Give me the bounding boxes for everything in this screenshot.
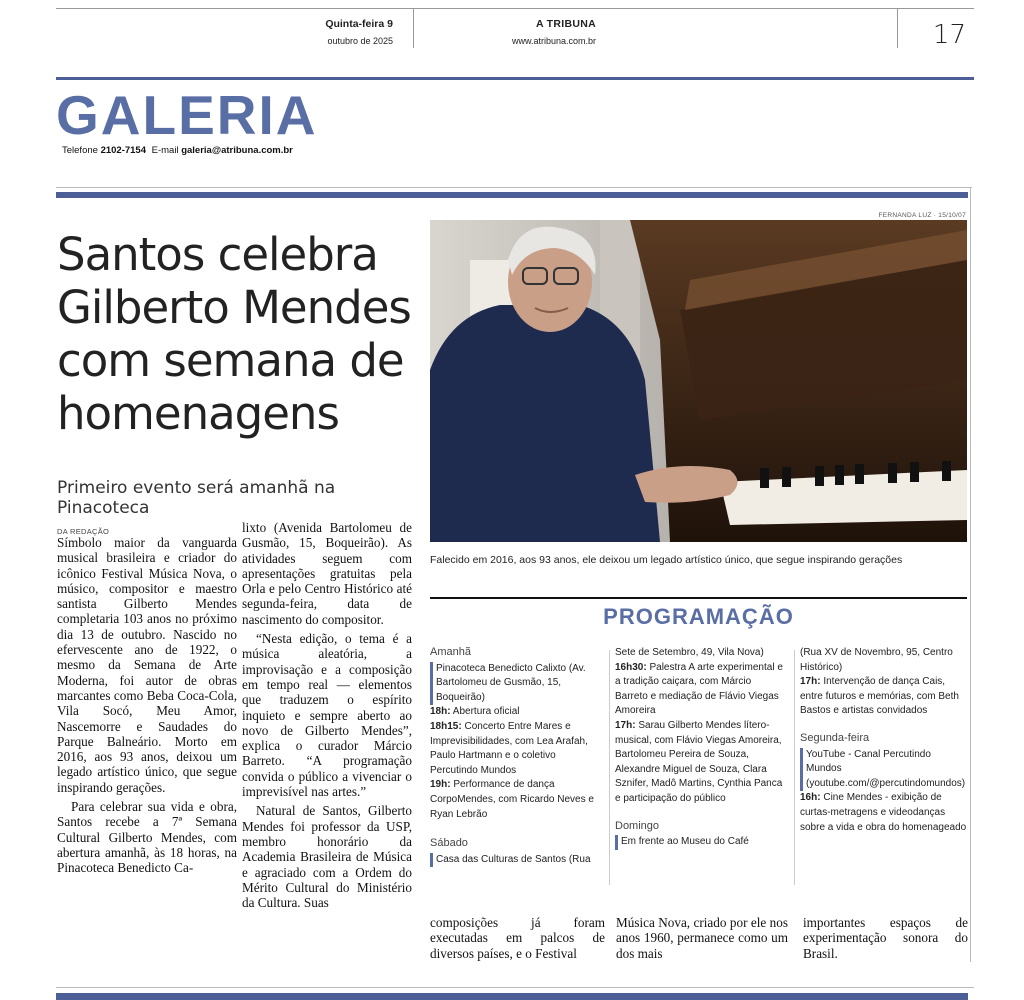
event-text: Palestra A arte experimental e a tradição caiçara, com Márcio Barreto e mediação de Flávio Viegas Amoreira — [615, 661, 783, 717]
photo-credit: FERNANDA LUZ · 15/10/07 — [878, 212, 966, 219]
event-item — [800, 791, 968, 835]
event-item — [430, 720, 602, 778]
event-location: Pinacoteca Benedicto Calixto (Av. Bartolomeu de Gusmão, 15, Boqueirão) — [430, 662, 602, 706]
event-time: 19h: — [430, 779, 451, 791]
event-location: Casa das Culturas de Santos (Rua — [430, 853, 602, 868]
article-photo — [430, 220, 967, 542]
day-heading: Sábado — [430, 837, 468, 850]
section-rule — [56, 77, 974, 80]
event-time: 16h30: — [615, 661, 647, 673]
article-continuation: Música Nova, criado por ele nos anos 1960, permanece como um dos mais — [616, 915, 788, 961]
programacao-rule — [430, 597, 967, 599]
day-heading: Amanhã — [430, 646, 471, 658]
event-time: 17h: — [800, 676, 821, 688]
newspaper-website[interactable]: www.atribuna.com.br — [511, 36, 596, 46]
programacao-column-1 — [430, 645, 602, 867]
email-address[interactable]: galeria@atribuna.com.br — [181, 145, 293, 156]
section-contact — [62, 145, 293, 156]
article-column-1 — [57, 535, 237, 880]
photo-illustration — [430, 220, 967, 542]
event-time: 18h: — [430, 706, 451, 718]
article-byline: DA REDAÇÃO — [57, 527, 110, 536]
page-number: 17 — [932, 20, 966, 50]
article-top-bar — [56, 192, 968, 198]
event-item — [615, 661, 785, 719]
photo-caption: Falecido em 2016, aos 93 anos, ele deixou um legado artístico único, que segue inspirando gerações — [430, 554, 903, 566]
bottom-bar — [56, 993, 968, 1000]
event-time: 18h15: — [430, 720, 462, 732]
article-continuation: composições já foram executadas em palcos de diversos países, e o Festival — [430, 915, 605, 961]
event-time: 16h: — [800, 792, 821, 804]
column-divider — [794, 650, 795, 885]
event-text: Abertura oficial — [452, 706, 520, 718]
programacao-column-2 — [615, 646, 785, 850]
event-text: Sarau Gilberto Mendes lítero-musical, com Flávio Viegas Amoreira, Bartolomeu Pereira de Souza, Alexandre Miguel de Souza, Clara Sznifer, Madô Martins, Cynthia Panca e participação do público — [615, 719, 783, 804]
event-text: Cine Mendes - exibição de curtas-metragens e videodanças sobre a vida e obra do homenageado — [800, 792, 967, 833]
event-text: Concerto Entre Mares e Imprevisibilidades, com Lea Arafah, Paulo Hartmann e o coletivo Percutindo Mundos — [430, 720, 588, 776]
article-paragraph: Para celebrar sua vida e obra, Santos recebe a 7ª Semana Cultural Gilberto Mendes, com abertura amanhã, às 18 horas, na Pinacoteca Benedicto Ca- — [57, 799, 237, 876]
event-item — [800, 675, 968, 719]
date-month-year: outubro de 2025 — [327, 36, 393, 46]
phone-label: Telefone — [62, 145, 98, 156]
event-item — [615, 719, 785, 807]
newspaper-brand: A TRIBUNA — [535, 18, 596, 30]
programacao-column-3 — [800, 646, 968, 835]
column-divider — [609, 650, 610, 885]
email-label: E-mail — [151, 145, 179, 156]
article-column-2 — [242, 520, 412, 914]
article-frame-right — [970, 187, 971, 962]
article-paragraph: Símbolo maior da vanguarda musical brasileira e criador do icônico Festival Música Nova, o músico, compositor e maestro santista Gilberto Mendes completaria 103 anos no próximo dia 13 de outubro. Nascido no efervescente ano de 1922, o mesmo da Semana de Arte Moderna, foi autor de obras marcantes como Beba Coca-Cola, Vila Socó, Meu Amor, Nascemorre e Saudades do Parque Balneário. Morto em 2016, aos 93 anos, deixou um legado artístico único, que segue inspirando gerações. — [57, 535, 237, 795]
event-item — [430, 705, 602, 720]
event-time: 17h: — [615, 719, 636, 731]
event-location: (Rua XV de Novembro, 95, Centro Histórico) — [800, 647, 953, 673]
section-title: GALERIA — [56, 84, 318, 146]
bottom-rule — [56, 987, 974, 988]
phone-number: 2102-7154 — [100, 145, 146, 156]
day-heading: Segunda-feira — [800, 731, 870, 744]
programacao-title: PROGRAMAÇÃO — [603, 604, 794, 629]
event-text: Intervenção de dança Cais, entre futuros e memórias, com Beth Bastos e artistas convidados — [800, 676, 959, 717]
article-paragraph: Natural de Santos, Gilberto Mendes foi professor da USP, membro honorário da Academia Brasileira de Música e agraciado com a Ordem do Mérito Cultural do Ministério da Cultura. Suas — [242, 803, 412, 911]
date-weekday: Quinta-feira 9 — [325, 18, 393, 30]
article-paragraph: “Nesta edição, o tema é a música aleatória, a improvisação e a composição em tempo real — elementos que traduzem o espírito inquieto e sempre aberto ao novo de Gilberto Mendes”, explica o curador Márcio Barreto. “A programação convida o público a vivenciar o imprevisível nas artes.” — [242, 631, 412, 800]
article-paragraph: lixto (Avenida Bartolomeu de Gusmão, 15, Boqueirão). As atividades seguem com apresentações gratuitas pela Orla e pelo Centro Histórico até segunda-feira, data de nascimento do compositor. — [242, 520, 412, 627]
article-frame-top — [56, 187, 972, 188]
article-headline: Santos celebra Gilberto Mendes com semana de homenagens — [57, 228, 411, 440]
article-subheadline: Primeiro evento será amanhã na Pinacoteca — [57, 478, 336, 518]
header-divider — [897, 8, 898, 48]
header-divider — [413, 8, 414, 48]
day-heading: Domingo — [615, 819, 660, 832]
event-text: Performance de dança CorpoMendes, com Ricardo Neves e Ryan Lebrão — [430, 779, 594, 820]
event-location: YouTube - Canal Percutindo Mundos (youtube.com/@percutindomundos) — [800, 748, 968, 792]
event-location: Sete de Setembro, 49, Vila Nova) — [615, 647, 764, 658]
event-location: Em frente ao Museu do Café — [615, 835, 785, 850]
event-item — [430, 778, 602, 822]
article-continuation: importantes espaços de experimentação sonora do Brasil. — [803, 915, 968, 961]
top-rule — [56, 8, 974, 9]
